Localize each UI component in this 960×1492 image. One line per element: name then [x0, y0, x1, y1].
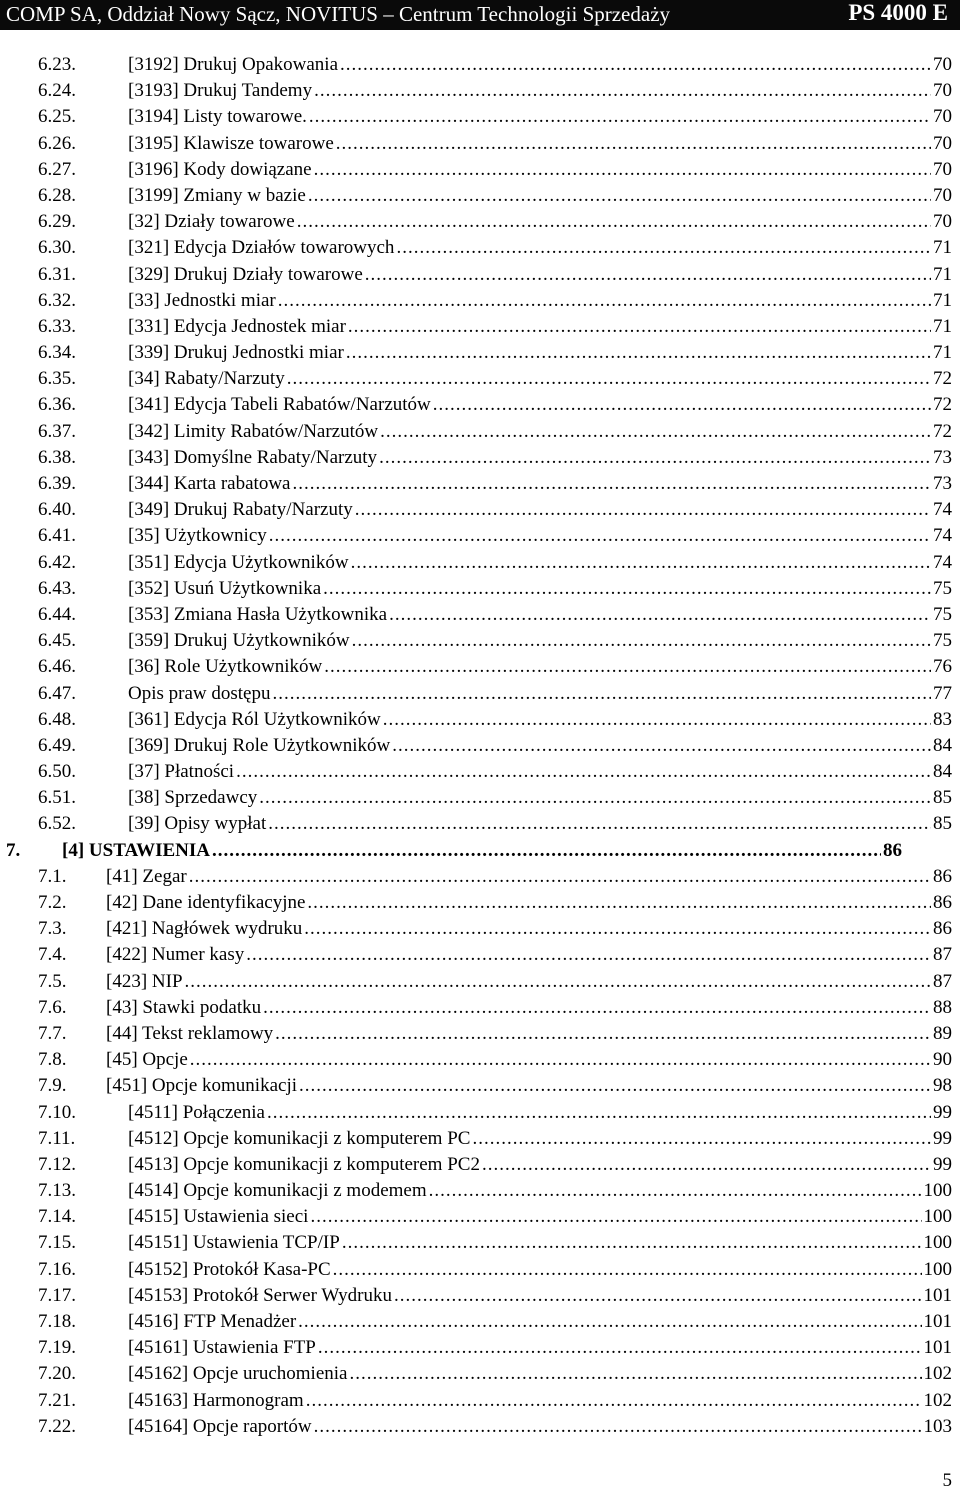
dot-leader	[379, 445, 931, 471]
dot-leader	[352, 628, 931, 654]
toc-entry-page: 87	[933, 944, 952, 966]
toc-entry-page: 84	[933, 734, 952, 756]
toc-entry-number: 7.18.	[38, 1311, 76, 1332]
toc-entry-page: 88	[933, 996, 952, 1018]
toc-entry[interactable]	[0, 523, 960, 549]
toc-entry-title: [3192] Drukuj Opakowania	[128, 54, 339, 75]
toc-entry-page: 86	[933, 892, 952, 913]
toc-entry-page: 71	[933, 289, 952, 311]
dot-leader	[272, 681, 931, 707]
dot-leader	[309, 104, 931, 130]
dot-leader	[297, 209, 931, 235]
toc-entry-number: 7.2.	[38, 892, 67, 913]
toc-entry-number: 6.34.	[38, 342, 76, 364]
toc-entry-number: 6.44.	[38, 603, 76, 625]
toc-entry-page: 74	[933, 499, 952, 521]
dot-leader	[383, 707, 931, 733]
toc-entry-title: [3193] Drukuj Tandemy	[128, 80, 313, 102]
toc-entry-title: [45161] Ustawienia FTP	[128, 1337, 316, 1359]
toc-entry-title: [4512] Opcje komunikacji z komputerem PC	[128, 1127, 471, 1149]
dot-leader	[314, 157, 931, 183]
toc-entry-number: 6.49.	[38, 734, 76, 756]
toc-entry-number: 6.46.	[38, 656, 76, 678]
toc-entry-title: [331] Edycja Jednostek miar	[128, 315, 346, 337]
toc-entry-number: 7.8.	[38, 1049, 67, 1071]
toc-entry-number: 6.30.	[38, 237, 76, 259]
toc-entry-number: 7.14.	[38, 1206, 76, 1228]
toc-entry[interactable]	[0, 340, 960, 366]
toc-entry-title: [45151] Ustawienia TCP/IP	[128, 1232, 340, 1254]
toc-entry[interactable]	[0, 1230, 960, 1256]
toc-entry-page: 70	[933, 184, 952, 206]
toc-entry[interactable]	[0, 733, 960, 759]
toc-entry[interactable]	[0, 654, 960, 680]
toc-entry-page: 70	[933, 54, 952, 75]
dot-leader	[298, 1309, 921, 1335]
toc-entry[interactable]	[0, 969, 960, 995]
dot-leader	[349, 1361, 921, 1387]
toc-entry[interactable]	[0, 78, 960, 104]
toc-entry-page: 99	[933, 1101, 952, 1123]
dot-leader	[394, 1283, 922, 1309]
dot-leader	[346, 340, 931, 366]
table-of-contents	[0, 52, 960, 1440]
toc-entry-page: 76	[933, 656, 952, 678]
toc-entry-title: [343] Domyślne Rabaty/Narzuty	[128, 446, 378, 468]
toc-entry-page: 71	[933, 237, 952, 259]
toc-entry-number: 6.26.	[38, 132, 76, 154]
toc-entry-title: [38] Sprzedawcy	[128, 787, 258, 809]
toc-entry-page: 100	[923, 1232, 952, 1254]
toc-entry-page: 70	[933, 106, 952, 128]
toc-entry[interactable]	[0, 209, 960, 235]
toc-entry-page: 71	[933, 263, 952, 285]
dot-leader	[246, 942, 931, 968]
toc-entry-number: 6.41.	[38, 525, 76, 547]
toc-entry-number: 6.31.	[38, 263, 76, 285]
toc-entry-title: [329] Drukuj Działy towarowe	[128, 263, 363, 285]
dot-leader	[263, 995, 931, 1021]
toc-entry[interactable]	[0, 1388, 960, 1414]
toc-entry-number: 6.48.	[38, 708, 76, 730]
toc-entry-number: 6.40.	[38, 499, 76, 521]
dot-leader	[278, 288, 931, 314]
toc-entry-title: [423] NIP	[106, 970, 183, 992]
toc-entry-title: [4513] Opcje komunikacji z komputerem PC2	[128, 1153, 480, 1175]
toc-entry-page: 70	[933, 211, 952, 233]
toc-entry[interactable]	[0, 1047, 960, 1073]
toc-entry-number: 6.35.	[38, 368, 76, 390]
toc-entry[interactable]	[0, 104, 960, 130]
toc-entry[interactable]	[0, 550, 960, 576]
dot-leader	[236, 759, 931, 785]
toc-entry-page: 101	[923, 1311, 952, 1332]
toc-entry-page: 84	[933, 761, 952, 783]
toc-entry-page: 72	[933, 394, 952, 416]
toc-entry[interactable]	[0, 1126, 960, 1152]
toc-entry-title: [344] Karta rabatowa	[128, 473, 291, 494]
toc-entry-title: [4511] Połączenia	[128, 1101, 265, 1123]
toc-entry-page: 71	[933, 315, 952, 337]
toc-entry-page: 102	[923, 1363, 952, 1385]
toc-entry[interactable]	[0, 1100, 960, 1126]
toc-entry-page: 73	[933, 446, 952, 468]
toc-entry-page: 85	[933, 787, 952, 809]
toc-entry-number: 7.12.	[38, 1153, 76, 1175]
toc-entry-number: 6.42.	[38, 551, 76, 573]
toc-entry-page: 86	[933, 865, 952, 887]
dot-leader	[355, 497, 931, 523]
dot-leader	[212, 838, 881, 864]
toc-entry-title: [39] Opisy wypłat	[128, 813, 267, 835]
toc-entry-title: [45152] Protokół Kasa-PC	[128, 1258, 331, 1280]
toc-entry-number: 7.11.	[38, 1127, 76, 1149]
toc-entry-page: 74	[933, 525, 952, 547]
toc-entry-number: 6.25.	[38, 106, 76, 128]
dot-leader	[292, 471, 931, 497]
dot-leader	[348, 314, 931, 340]
toc-entry[interactable]	[0, 1021, 960, 1047]
dot-leader	[185, 969, 931, 995]
toc-entry-page: 73	[933, 473, 952, 494]
dot-leader	[314, 1414, 922, 1440]
dot-leader	[268, 811, 931, 837]
toc-entry-number: 6.28.	[38, 184, 76, 206]
toc-entry-title: [421] Nagłówek wydruku	[106, 918, 303, 940]
toc-entry-number: 6.38.	[38, 446, 76, 468]
toc-entry[interactable]	[0, 995, 960, 1021]
dot-leader	[259, 785, 931, 811]
toc-entry-page: 100	[923, 1180, 952, 1202]
toc-entry-page: 70	[933, 158, 952, 180]
toc-entry-number: 7.20.	[38, 1363, 76, 1385]
toc-entry-number: 6.33.	[38, 315, 76, 337]
toc-entry-page: 86	[883, 839, 902, 861]
dot-leader	[482, 1152, 931, 1178]
toc-entry-page: 101	[923, 1337, 952, 1359]
dot-leader	[324, 654, 931, 680]
dot-leader	[351, 550, 931, 576]
toc-entry-number: 7.21.	[38, 1389, 76, 1411]
toc-entry-number: 7.5.	[38, 970, 67, 992]
header-model: PS 4000 E	[848, 0, 948, 25]
toc-entry-page: 75	[933, 630, 952, 652]
toc-entry-title: [35] Użytkownicy	[128, 525, 267, 547]
toc-entry[interactable]	[0, 183, 960, 209]
dot-leader	[323, 576, 931, 602]
dot-leader	[314, 78, 931, 104]
toc-entry-page: 72	[933, 368, 952, 390]
toc-entry-title: [42] Dane identyfikacyjne	[106, 892, 306, 913]
toc-entry[interactable]	[0, 785, 960, 811]
toc-entry-title: [361] Edycja Ról Użytkowników	[128, 708, 381, 730]
toc-entry-page: 90	[933, 1049, 952, 1071]
toc-entry-page: 70	[933, 80, 952, 102]
toc-entry-page: 99	[933, 1153, 952, 1175]
toc-entry-page: 101	[923, 1284, 952, 1306]
toc-entry-number: 7.22.	[38, 1415, 76, 1437]
toc-entry-title: [4515] Ustawienia sieci	[128, 1206, 309, 1228]
toc-entry[interactable]	[0, 1361, 960, 1387]
toc-entry-number: 7.1.	[38, 865, 67, 887]
toc-entry-title: [37] Płatności	[128, 761, 235, 783]
toc-entry-page: 98	[933, 1075, 952, 1097]
dot-leader	[472, 1126, 931, 1152]
dot-leader	[318, 1335, 922, 1361]
toc-entry-number: 6.51.	[38, 787, 76, 809]
toc-entry-number: 6.24.	[38, 80, 76, 102]
toc-entry-title: [41] Zegar	[106, 865, 187, 887]
toc-entry[interactable]	[0, 288, 960, 314]
toc-entry[interactable]	[0, 1178, 960, 1204]
toc-entry-title: Opis praw dostępu	[128, 682, 271, 704]
toc-entry[interactable]	[0, 1152, 960, 1178]
toc-entry-title: [4516] FTP Menadżer	[128, 1311, 297, 1332]
toc-entry[interactable]	[0, 759, 960, 785]
toc-entry-page: 87	[933, 970, 952, 992]
dot-leader	[336, 131, 931, 157]
dot-leader	[389, 602, 931, 628]
toc-entry[interactable]	[0, 497, 960, 523]
toc-entry-number: 7.7.	[38, 1022, 67, 1044]
dot-leader	[299, 1073, 931, 1099]
toc-entry-number: 6.32.	[38, 289, 76, 311]
dot-leader	[380, 419, 931, 445]
toc-entry[interactable]	[0, 707, 960, 733]
dot-leader	[267, 1100, 931, 1126]
dot-leader	[342, 1230, 922, 1256]
toc-entry-title: [4] USTAWIENIA	[62, 839, 210, 861]
toc-entry-title: [36] Role Użytkowników	[128, 656, 323, 678]
toc-entry-title: [351] Edycja Użytkowników	[128, 551, 349, 573]
dot-leader	[308, 183, 931, 209]
toc-entry-number: 7.3.	[38, 918, 67, 940]
toc-entry-title: [45163] Harmonogram	[128, 1389, 304, 1411]
toc-entry[interactable]	[0, 314, 960, 340]
dot-leader	[190, 1047, 931, 1073]
toc-entry-number: 7.6.	[38, 996, 67, 1018]
toc-entry[interactable]	[0, 576, 960, 602]
toc-entry-number: 7.17.	[38, 1284, 76, 1306]
toc-entry-number: 7.15.	[38, 1232, 76, 1254]
toc-entry-title: [451] Opcje komunikacji	[106, 1075, 298, 1097]
toc-entry-number: 6.43.	[38, 577, 76, 599]
dot-leader	[365, 262, 931, 288]
toc-entry-number: 7.16.	[38, 1258, 76, 1280]
dot-leader	[333, 1257, 922, 1283]
dot-leader	[340, 52, 931, 78]
toc-entry-page: 72	[933, 420, 952, 442]
dot-leader	[307, 890, 931, 916]
toc-entry-page: 103	[923, 1415, 952, 1437]
toc-entry[interactable]	[0, 52, 960, 78]
dot-leader	[287, 366, 931, 392]
page-number: 5	[942, 1470, 952, 1491]
toc-entry-number: 7.	[6, 839, 21, 861]
toc-entry[interactable]	[0, 1257, 960, 1283]
dot-leader	[269, 523, 931, 549]
toc-entry-title: [33] Jednostki miar	[128, 289, 276, 311]
toc-entry-title: [3195] Klawisze towarowe	[128, 132, 334, 154]
toc-entry[interactable]	[0, 1283, 960, 1309]
toc-entry[interactable]	[0, 1204, 960, 1230]
toc-entry-number: 7.4.	[38, 944, 67, 966]
toc-entry-page: 70	[933, 132, 952, 154]
toc-entry[interactable]	[0, 942, 960, 968]
toc-entry-title: [45162] Opcje uruchomienia	[128, 1363, 348, 1385]
toc-entry-title: [422] Numer kasy	[106, 944, 245, 966]
toc-entry-title: [321] Edycja Działów towarowych	[128, 237, 395, 259]
toc-entry-title: [342] Limity Rabatów/Narzutów	[128, 420, 379, 442]
toc-entry-title: [45164] Opcje raportów	[128, 1415, 312, 1437]
toc-entry-title: [3196] Kody dowiązane	[128, 158, 312, 180]
toc-entry-title: [44] Tekst reklamowy	[106, 1022, 274, 1044]
toc-entry-title: [341] Edycja Tabeli Rabatów/Narzutów	[128, 394, 431, 416]
toc-entry-number: 7.13.	[38, 1180, 76, 1202]
toc-entry-number: 6.23.	[38, 54, 76, 75]
dot-leader	[304, 916, 931, 942]
dot-leader	[310, 1204, 921, 1230]
toc-entry-title: [45] Opcje	[106, 1049, 188, 1071]
toc-entry-page: 74	[933, 551, 952, 573]
toc-entry[interactable]	[0, 602, 960, 628]
toc-entry[interactable]	[0, 916, 960, 942]
toc-entry-title: [45153] Protokół Serwer Wydruku	[128, 1284, 392, 1306]
toc-entry-number: 6.52.	[38, 813, 76, 835]
toc-entry-title: [352] Usuń Użytkownika	[128, 577, 322, 599]
toc-entry-number: 6.29.	[38, 211, 76, 233]
dot-leader	[396, 235, 931, 261]
toc-entry[interactable]	[0, 1073, 960, 1099]
toc-entry[interactable]	[0, 890, 960, 916]
toc-entry[interactable]	[0, 811, 960, 837]
toc-entry-title: [3194] Listy towarowe.	[128, 106, 307, 128]
toc-entry-title: [369] Drukuj Role Użytkowników	[128, 734, 391, 756]
dot-leader	[433, 392, 931, 418]
toc-entry[interactable]	[0, 681, 960, 707]
toc-entry-number: 7.9.	[38, 1075, 67, 1097]
toc-entry-title: [4514] Opcje komunikacji z modemem	[128, 1180, 427, 1202]
toc-entry[interactable]	[0, 262, 960, 288]
toc-entry-number: 6.47.	[38, 682, 76, 704]
toc-entry-page: 102	[923, 1389, 952, 1411]
toc-entry-page: 83	[933, 708, 952, 730]
toc-entry-page: 71	[933, 342, 952, 364]
toc-entry[interactable]	[0, 157, 960, 183]
toc-entry[interactable]	[0, 1309, 960, 1335]
toc-entry-number: 6.27.	[38, 158, 76, 180]
toc-entry-title: [353] Zmiana Hasła Użytkownika	[128, 603, 388, 625]
toc-entry[interactable]	[0, 235, 960, 261]
dot-leader	[392, 733, 931, 759]
toc-entry-page: 89	[933, 1022, 952, 1044]
toc-entry[interactable]	[0, 131, 960, 157]
header-company: COMP SA, Oddział Nowy Sącz, NOVITUS – Centrum Technologii Sprzedaży	[6, 2, 671, 26]
dot-leader	[306, 1388, 922, 1414]
toc-entry-page: 85	[933, 813, 952, 835]
toc-entry-title: [32] Działy towarowe	[128, 211, 295, 233]
toc-entry[interactable]	[0, 838, 960, 864]
toc-entry-page: 86	[933, 918, 952, 940]
dot-leader	[275, 1021, 931, 1047]
toc-entry-page: 75	[933, 577, 952, 599]
toc-entry-page: 99	[933, 1127, 952, 1149]
page-header	[0, 0, 960, 30]
toc-entry[interactable]	[0, 471, 960, 497]
toc-entry[interactable]	[0, 366, 960, 392]
toc-entry-number: 6.36.	[38, 394, 76, 416]
dot-leader	[429, 1178, 922, 1204]
toc-entry-title: [34] Rabaty/Narzuty	[128, 368, 285, 390]
toc-entry-title: [349] Drukuj Rabaty/Narzuty	[128, 499, 353, 521]
toc-entry[interactable]	[0, 392, 960, 418]
toc-entry-page: 100	[923, 1258, 952, 1280]
toc-entry[interactable]	[0, 1414, 960, 1440]
toc-entry-title: [359] Drukuj Użytkowników	[128, 630, 350, 652]
toc-entry-page: 75	[933, 603, 952, 625]
toc-entry-number: 6.45.	[38, 630, 76, 652]
toc-entry[interactable]	[0, 1335, 960, 1361]
toc-entry-title: [43] Stawki podatku	[106, 996, 262, 1018]
toc-entry-number: 7.10.	[38, 1101, 76, 1123]
toc-entry[interactable]	[0, 445, 960, 471]
toc-entry-number: 6.39.	[38, 473, 76, 494]
toc-entry-number: 6.37.	[38, 420, 76, 442]
dot-leader	[189, 864, 931, 890]
toc-entry-title: [339] Drukuj Jednostki miar	[128, 342, 344, 364]
toc-entry[interactable]	[0, 864, 960, 890]
toc-entry[interactable]	[0, 419, 960, 445]
toc-entry-title: [3199] Zmiany w bazie	[128, 184, 306, 206]
toc-entry-page: 77	[933, 682, 952, 704]
toc-entry[interactable]	[0, 628, 960, 654]
toc-entry-page: 100	[923, 1206, 952, 1228]
toc-entry-number: 7.19.	[38, 1337, 76, 1359]
toc-entry-number: 6.50.	[38, 761, 76, 783]
